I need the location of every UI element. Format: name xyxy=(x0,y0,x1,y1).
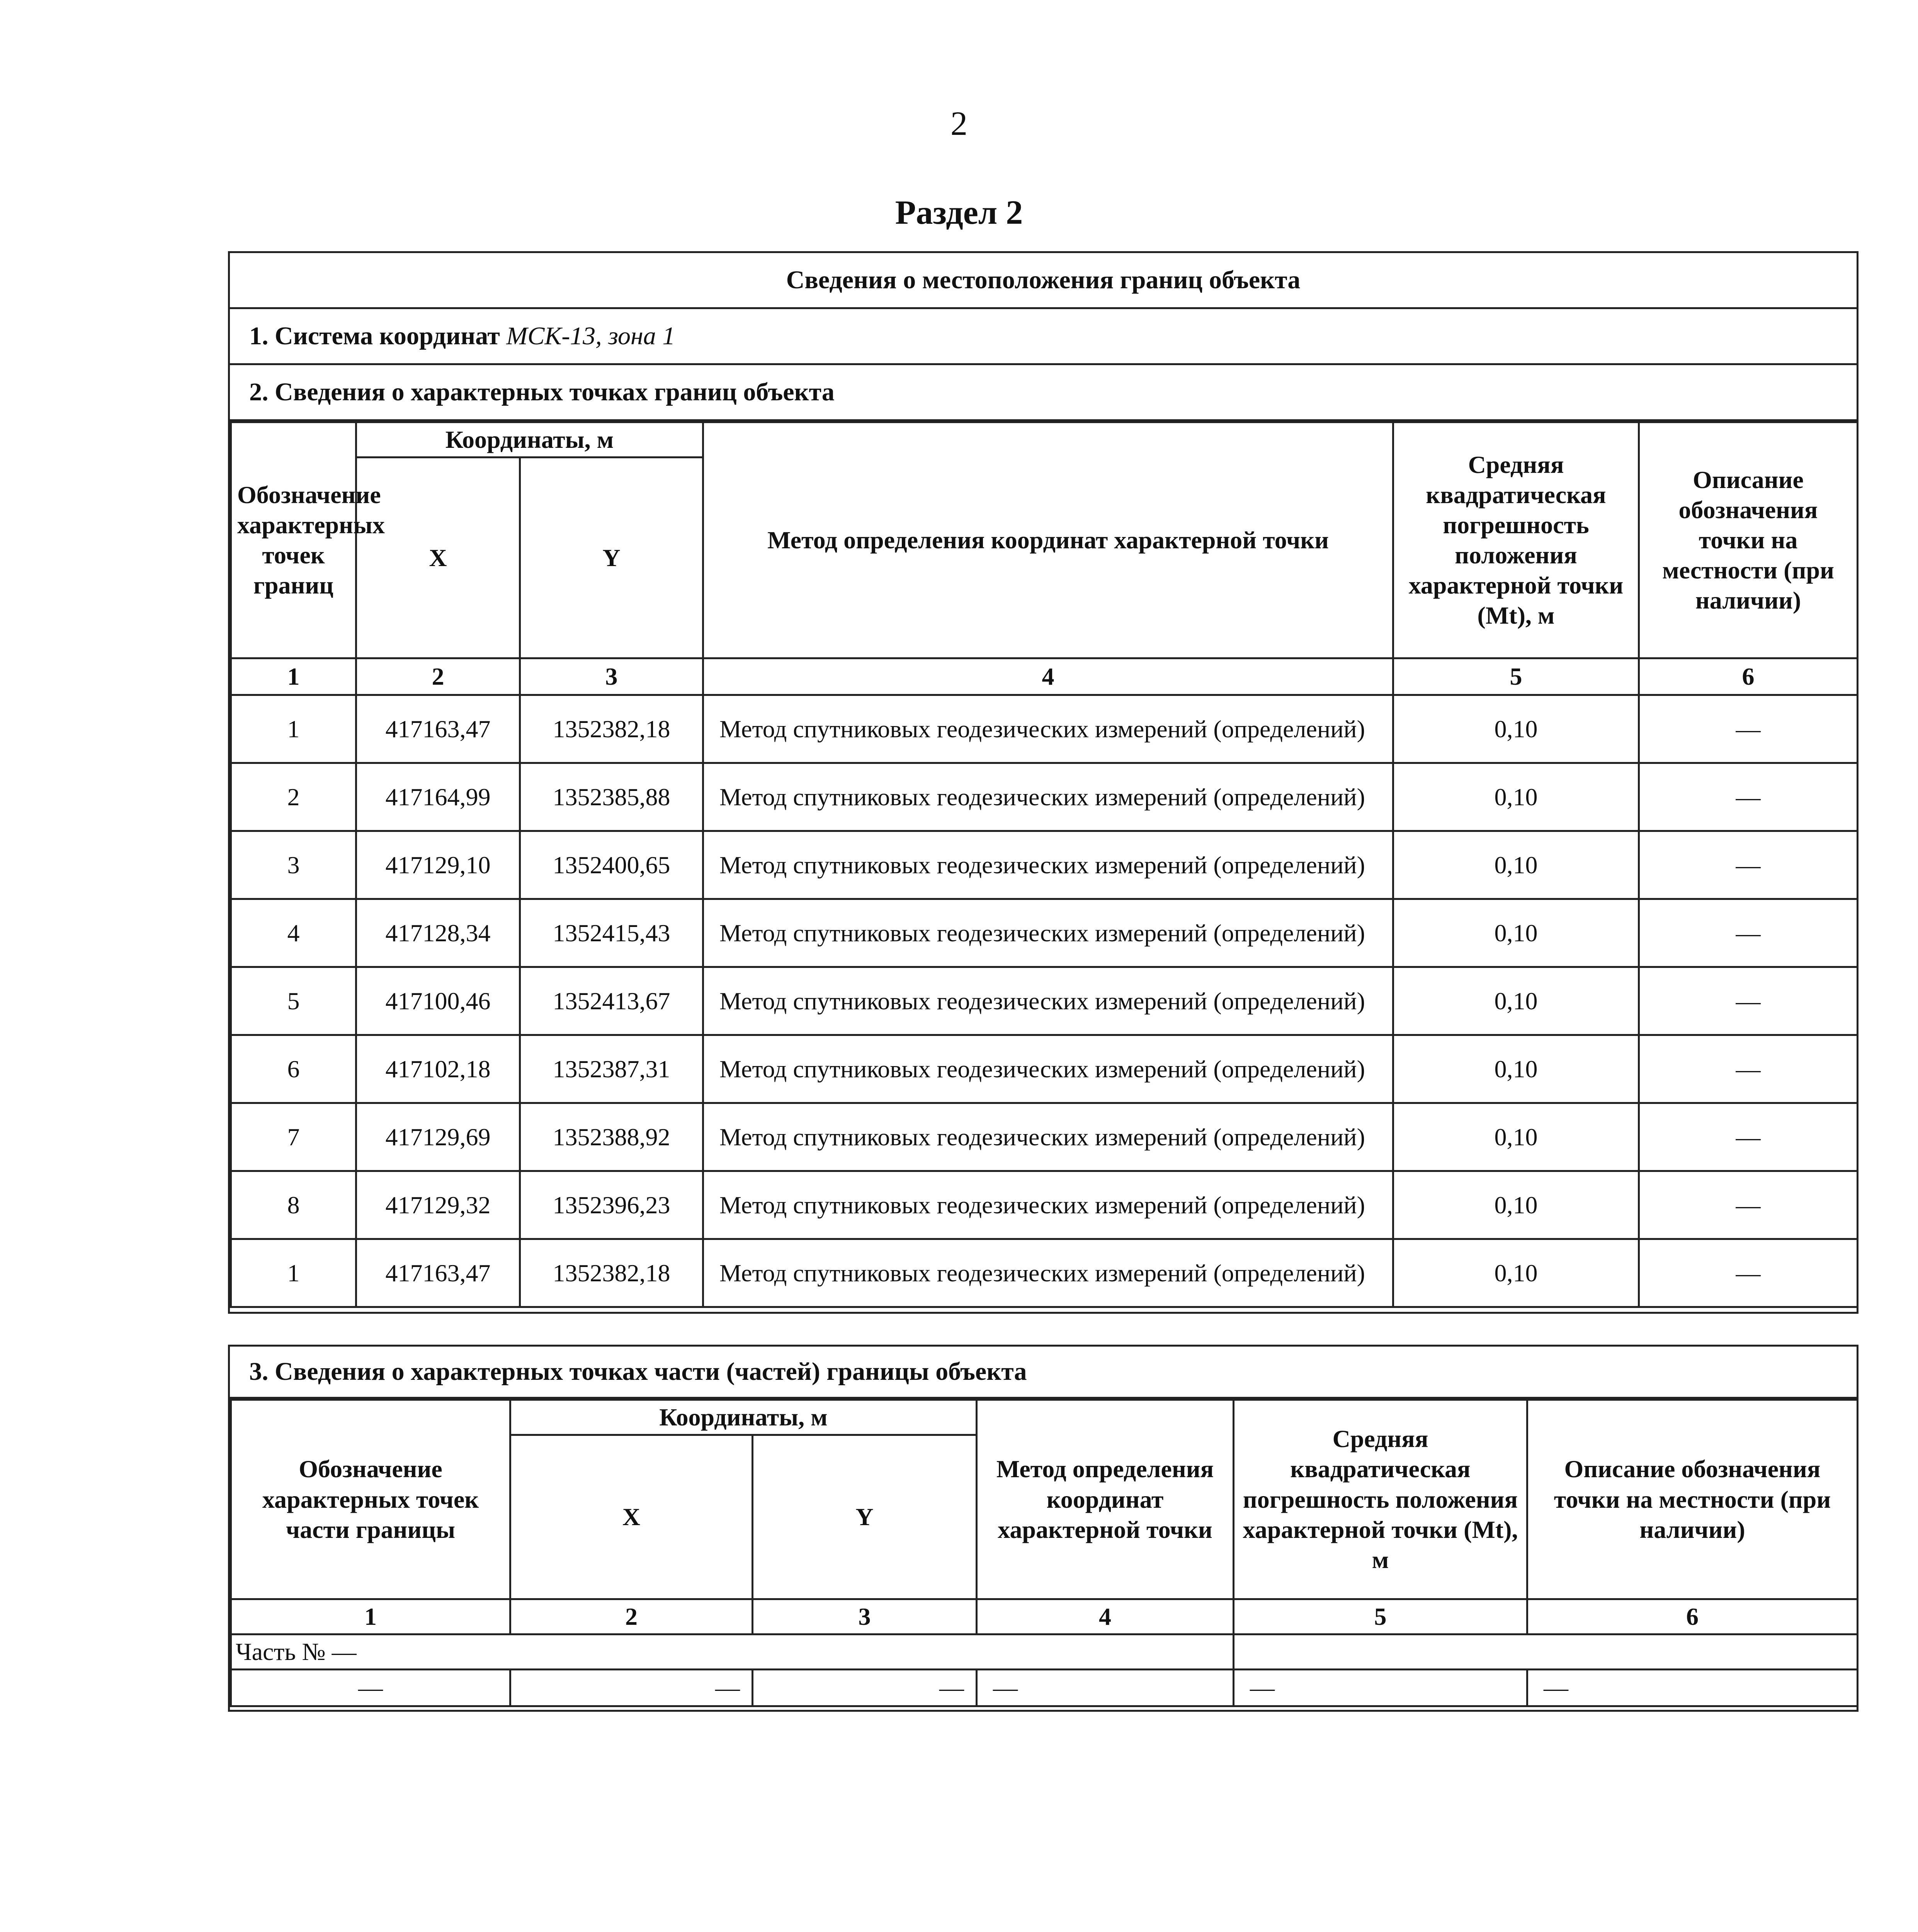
part-boundary-section xyxy=(228,1345,1858,1712)
col-number: 5 xyxy=(1393,658,1639,695)
point-method: Метод спутниковых геодезических измерений (определений) xyxy=(703,1103,1393,1171)
point-description: — xyxy=(1639,1239,1858,1307)
point-x: 417129,10 xyxy=(356,831,520,899)
point-x: 417129,32 xyxy=(356,1171,520,1239)
table-row xyxy=(231,1035,1858,1103)
part-coords-column-header: Координаты, м xyxy=(510,1400,977,1435)
point-y: 1352387,31 xyxy=(520,1035,703,1103)
point-y: 1352388,92 xyxy=(520,1103,703,1171)
point-x: 417163,47 xyxy=(356,695,520,763)
part-designation-column-header: Обозначение характерных точек части границы xyxy=(231,1400,510,1599)
point-x: 417102,18 xyxy=(356,1035,520,1103)
part-cell-designation: — xyxy=(231,1670,510,1706)
part-cell-method: — xyxy=(977,1670,1234,1706)
col-number: 3 xyxy=(753,1599,977,1634)
table-row xyxy=(231,967,1858,1035)
col-number: 6 xyxy=(1639,658,1858,695)
table-row xyxy=(231,1103,1858,1171)
point-error: 0,10 xyxy=(1393,967,1639,1035)
coord-system-label: 1. Система координат xyxy=(249,322,500,350)
part-label-row xyxy=(231,1634,1858,1670)
section-title: Раздел 2 xyxy=(895,194,1023,231)
point-y: 1352400,65 xyxy=(520,831,703,899)
point-error: 0,10 xyxy=(1393,1035,1639,1103)
point-x: 417163,47 xyxy=(356,1239,520,1307)
part-points-header: 3. Сведения о характерных точках части (частей) границы объекта xyxy=(230,1347,1857,1399)
point-y: 1352382,18 xyxy=(520,695,703,763)
y-column-header: Y xyxy=(520,457,703,658)
point-description: — xyxy=(1639,1035,1858,1103)
point-number: 2 xyxy=(231,763,356,831)
point-method: Метод спутниковых геодезических измерений (определений) xyxy=(703,1239,1393,1307)
point-error: 0,10 xyxy=(1393,1171,1639,1239)
point-error: 0,10 xyxy=(1393,1103,1639,1171)
col-number: 3 xyxy=(520,658,703,695)
part-points-table xyxy=(230,1399,1858,1707)
point-description: — xyxy=(1639,1171,1858,1239)
point-method: Метод спутниковых геодезических измерений (определений) xyxy=(703,763,1393,831)
point-method: Метод спутниковых геодезических измерений (определений) xyxy=(703,899,1393,967)
part-x-column-header: X xyxy=(510,1435,753,1599)
method-column-header: Метод определения координат характерной точки xyxy=(703,422,1393,658)
points-table xyxy=(230,421,1858,1308)
point-method: Метод спутниковых геодезических измерений (определений) xyxy=(703,1171,1393,1239)
part-label-empty xyxy=(1234,1634,1858,1670)
part-cell-description: — xyxy=(1527,1670,1858,1706)
table-row xyxy=(231,1239,1858,1307)
boundary-section xyxy=(228,251,1858,1314)
points-header: 2. Сведения о характерных точках границ объекта xyxy=(230,365,1857,421)
point-description: — xyxy=(1639,967,1858,1035)
point-x: 417128,34 xyxy=(356,899,520,967)
part-cell-x: — xyxy=(510,1670,753,1706)
x-column-header: X xyxy=(356,457,520,658)
description-column-header: Описание обозначения точки на местности (при наличии) xyxy=(1639,422,1858,658)
point-description: — xyxy=(1639,899,1858,967)
point-method: Метод спутниковых геодезических измерений (определений) xyxy=(703,1035,1393,1103)
part-y-column-header: Y xyxy=(753,1435,977,1599)
point-number: 6 xyxy=(231,1035,356,1103)
col-number: 4 xyxy=(977,1599,1234,1634)
location-header: Сведения о местоположения границ объекта xyxy=(230,253,1857,309)
part-column-numbers-row xyxy=(231,1599,1858,1634)
point-y: 1352413,67 xyxy=(520,967,703,1035)
col-number: 1 xyxy=(231,658,356,695)
part-cell-error: — xyxy=(1234,1670,1527,1706)
coord-system-row xyxy=(230,309,1857,365)
part-description-column-header: Описание обозначения точки на местности (при наличии) xyxy=(1527,1400,1858,1599)
col-number: 2 xyxy=(356,658,520,695)
point-error: 0,10 xyxy=(1393,831,1639,899)
part-error-column-header: Средняя квадратическая погрешность положения характерной точки (Mt), м xyxy=(1234,1400,1527,1599)
coords-column-header: Координаты, м xyxy=(356,422,703,457)
column-numbers-row xyxy=(231,658,1858,695)
point-number: 3 xyxy=(231,831,356,899)
col-number: 4 xyxy=(703,658,1393,695)
point-method: Метод спутниковых геодезических измерений (определений) xyxy=(703,831,1393,899)
point-method: Метод спутниковых геодезических измерений (определений) xyxy=(703,967,1393,1035)
point-x: 417164,99 xyxy=(356,763,520,831)
part-label: Часть № — xyxy=(231,1634,1234,1670)
table-row xyxy=(231,763,1858,831)
part-empty-row xyxy=(231,1670,1858,1706)
point-number: 1 xyxy=(231,1239,356,1307)
point-y: 1352385,88 xyxy=(520,763,703,831)
point-y: 1352415,43 xyxy=(520,899,703,967)
part-cell-y: — xyxy=(753,1670,977,1706)
point-y: 1352382,18 xyxy=(520,1239,703,1307)
error-column-header: Средняя квадратическая погрешность положения характерной точки (Mt), м xyxy=(1393,422,1639,658)
point-error: 0,10 xyxy=(1393,1239,1639,1307)
points-body xyxy=(231,695,1858,1307)
page-number: 2 xyxy=(950,105,968,143)
coord-system-value: МСК-13, зона 1 xyxy=(506,322,675,350)
point-number: 1 xyxy=(231,695,356,763)
point-error: 0,10 xyxy=(1393,695,1639,763)
point-description: — xyxy=(1639,1103,1858,1171)
col-number: 2 xyxy=(510,1599,753,1634)
point-number: 7 xyxy=(231,1103,356,1171)
point-error: 0,10 xyxy=(1393,899,1639,967)
point-number: 8 xyxy=(231,1171,356,1239)
col-number: 1 xyxy=(231,1599,510,1634)
point-x: 417129,69 xyxy=(356,1103,520,1171)
table-row xyxy=(231,695,1858,763)
point-number: 4 xyxy=(231,899,356,967)
point-description: — xyxy=(1639,763,1858,831)
col-number: 5 xyxy=(1234,1599,1527,1634)
table-row xyxy=(231,831,1858,899)
table-row xyxy=(231,899,1858,967)
col-number: 6 xyxy=(1527,1599,1858,1634)
point-description: — xyxy=(1639,695,1858,763)
point-number: 5 xyxy=(231,967,356,1035)
table-row xyxy=(231,1171,1858,1239)
point-y: 1352396,23 xyxy=(520,1171,703,1239)
point-x: 417100,46 xyxy=(356,967,520,1035)
point-method: Метод спутниковых геодезических измерений (определений) xyxy=(703,695,1393,763)
designation-column-header: Обозначение характерных точек границ xyxy=(231,422,356,658)
point-error: 0,10 xyxy=(1393,763,1639,831)
part-method-column-header: Метод определения координат характерной точки xyxy=(977,1400,1234,1599)
point-description: — xyxy=(1639,831,1858,899)
